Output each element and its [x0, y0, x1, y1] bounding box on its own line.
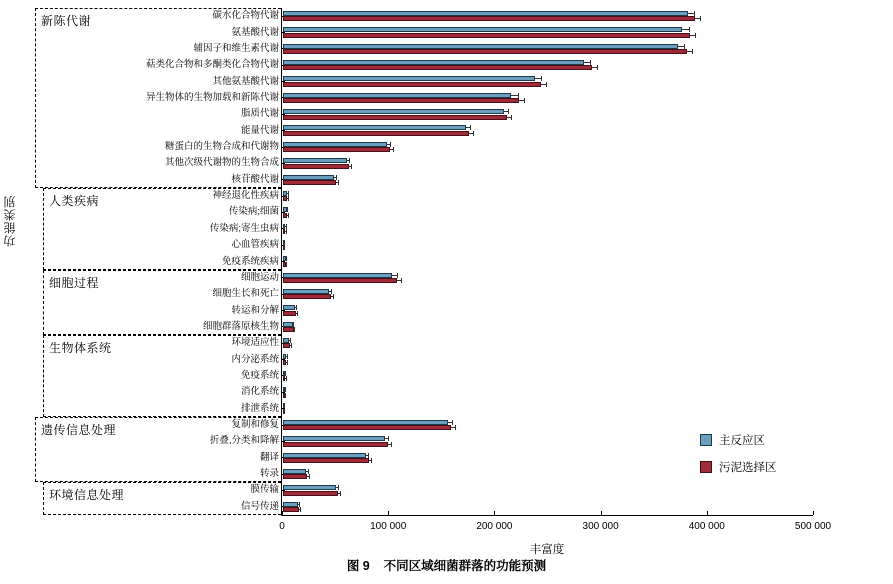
bar-series-0 — [283, 453, 366, 458]
category-label: 传染病;细菌 — [228, 206, 279, 218]
error-bar-cap — [689, 27, 690, 32]
bar-series-1 — [283, 147, 390, 152]
category-label: 细胞生长和死亡 — [212, 288, 279, 300]
category-label: 转运和分解 — [231, 304, 279, 316]
legend-swatch-blue — [700, 434, 712, 446]
category-label: 复制和修复 — [231, 419, 279, 431]
error-bar-cap — [338, 485, 339, 490]
error-bar-cap — [397, 273, 398, 278]
error-bar-cap — [700, 16, 701, 21]
error-bar-cap — [296, 305, 297, 310]
error-bar-cap — [684, 44, 685, 49]
bar-series-0 — [283, 158, 347, 163]
bar-series-0 — [283, 109, 504, 114]
legend — [700, 432, 777, 486]
error-bar-cap — [287, 360, 288, 365]
group-label: 细胞过程 — [49, 275, 100, 290]
bar-series-0 — [283, 125, 466, 130]
error-bar-cap — [287, 207, 288, 212]
group-label: 生物体系统 — [49, 341, 112, 356]
error-bar-cap — [293, 322, 294, 327]
error-bar-cap — [294, 327, 295, 332]
error-bar-cap — [286, 262, 287, 267]
group-label: 新陈代谢 — [41, 14, 92, 28]
bar-series-1 — [283, 16, 695, 21]
bar-series-1 — [283, 33, 690, 38]
bar-series-0 — [283, 322, 293, 327]
x-tick-label: 500 000 — [794, 521, 832, 532]
x-tick-label: 0 — [279, 521, 285, 532]
bar-series-0 — [283, 60, 584, 65]
category-label: 心血管疾病 — [231, 239, 279, 251]
category-label: 翻译 — [259, 451, 279, 463]
error-bar-cap — [284, 245, 285, 250]
error-bar-cap — [391, 442, 392, 447]
error-bar-cap — [331, 289, 332, 294]
error-bar-cap — [470, 125, 471, 130]
bar-series-0 — [283, 76, 535, 81]
category-label: 消化系统 — [240, 386, 279, 398]
category-label: 内分泌系统 — [231, 353, 279, 365]
error-bar-cap — [393, 147, 394, 152]
x-tick-mark — [601, 511, 602, 515]
x-tick-mark — [494, 511, 495, 515]
bar-series-1 — [283, 278, 397, 283]
x-axis-label: 丰富度 — [529, 544, 565, 556]
error-bar-cap — [508, 109, 509, 114]
group-box — [35, 8, 281, 188]
error-bar-cap — [288, 196, 289, 201]
error-bar-cap — [284, 240, 285, 245]
error-bar-cap — [351, 164, 352, 169]
x-tick-mark — [282, 511, 283, 515]
category-label: 排泄系统 — [240, 402, 279, 414]
category-label: 膜传输 — [250, 484, 279, 496]
category-label: 辅因子和维生素代谢 — [193, 42, 279, 54]
error-bar-cap — [285, 371, 286, 376]
bar-series-1 — [283, 180, 336, 185]
category-label: 传染病;寄生虫病 — [209, 222, 279, 234]
x-tick-label: 100 000 — [370, 521, 407, 532]
bar-series-1 — [283, 507, 299, 512]
legend-item-0 — [700, 432, 777, 448]
error-bar-cap — [290, 338, 291, 343]
group-label: 遗传信息处理 — [41, 422, 117, 437]
bar-series-1 — [283, 82, 541, 87]
bar-series-1 — [283, 474, 307, 479]
x-tick-mark — [388, 511, 389, 515]
bar-series-0 — [283, 11, 688, 16]
error-bar-cap — [297, 311, 298, 316]
error-bar-cap — [401, 278, 402, 283]
bar-series-1 — [283, 98, 519, 103]
category-label: 转录 — [259, 468, 279, 480]
category-label: 核苷酸代谢 — [231, 173, 279, 185]
legend-item-1 — [700, 459, 777, 475]
error-bar-cap — [284, 403, 285, 408]
error-bar-cap — [288, 191, 289, 196]
bar-series-1 — [283, 327, 294, 332]
error-bar-cap — [473, 131, 474, 136]
error-bar-cap — [308, 469, 309, 474]
category-label: 环境适应性 — [231, 337, 279, 349]
x-tick-label: 200 000 — [476, 521, 513, 532]
error-bar-cap — [371, 458, 372, 463]
bar-series-0 — [283, 44, 678, 49]
error-bar-cap — [455, 425, 456, 430]
group-label: 人类疾病 — [49, 193, 100, 208]
error-bar-cap — [518, 93, 519, 98]
error-bar-cap — [288, 213, 289, 218]
bar-series-0 — [283, 175, 334, 180]
error-bar-cap — [338, 180, 339, 185]
legend-swatch-red — [700, 461, 712, 473]
y-axis-label: 功能类别 — [3, 195, 17, 247]
error-bar-cap — [300, 507, 301, 512]
bar-series-0 — [283, 273, 392, 278]
error-bar-cap — [309, 474, 310, 479]
bar-series-0 — [283, 420, 448, 425]
legend-label-1: 污泥选择区 — [719, 462, 777, 474]
bar-series-0 — [283, 436, 385, 441]
category-label: 糖蛋白的生物合成和代谢物 — [164, 141, 279, 153]
error-bar-cap — [452, 420, 453, 425]
category-label: 异生物体的生物加载和新陈代谢 — [145, 91, 279, 103]
bar-series-0 — [283, 27, 682, 32]
category-label: 其他氨基酸代谢 — [212, 75, 279, 87]
category-label: 细胞群落原核生物 — [202, 320, 279, 332]
x-tick-mark — [707, 511, 708, 515]
category-label: 碳水化合物代谢 — [212, 10, 279, 22]
error-bar-cap — [299, 502, 300, 507]
error-bar-cap — [692, 49, 693, 54]
category-label: 萜类化合物和多酮类化合物代谢 — [145, 59, 279, 71]
bar-series-1 — [283, 343, 290, 348]
error-bar-cap — [284, 409, 285, 414]
bar-series-0 — [283, 142, 387, 147]
error-bar-cap — [340, 491, 341, 496]
error-bar-cap — [286, 229, 287, 234]
figure-number: 图 9 — [346, 559, 370, 573]
figure-caption — [0, 556, 893, 574]
bar-series-1 — [283, 491, 338, 496]
bar-series-1 — [283, 164, 349, 169]
x-tick-mark — [813, 511, 814, 515]
error-bar-cap — [388, 436, 389, 441]
bar-series-1 — [283, 311, 296, 316]
error-bar-cap — [285, 393, 286, 398]
category-label: 折叠,分类和降解 — [209, 435, 279, 447]
bar-series-0 — [283, 485, 336, 490]
x-tick-label: 300 000 — [582, 521, 619, 532]
error-bar-cap — [336, 175, 337, 180]
bar-series-0 — [283, 93, 511, 98]
bar-series-1 — [283, 294, 331, 299]
error-bar-cap — [590, 60, 591, 65]
error-bar-cap — [694, 11, 695, 16]
figure-caption-text: 不同区域细菌群落的功能预测 — [383, 559, 547, 573]
error-bar-cap — [333, 294, 334, 299]
error-bar-cap — [541, 76, 542, 81]
x-tick-label: 400 000 — [688, 521, 725, 532]
category-label: 氨基酸代谢 — [231, 26, 279, 38]
error-bar-cap — [597, 65, 598, 70]
error-bar-cap — [368, 453, 369, 458]
category-label: 脂质代谢 — [240, 108, 279, 120]
error-bar-cap — [511, 115, 512, 120]
category-label: 能量代谢 — [240, 124, 279, 136]
category-label: 细胞运动 — [240, 271, 279, 283]
category-label: 免疫系统疾病 — [221, 255, 279, 267]
bar-series-1 — [283, 425, 451, 430]
error-bar-cap — [546, 82, 547, 87]
bar-series-0 — [283, 469, 306, 474]
bar-series-0 — [283, 289, 329, 294]
error-bar-cap — [286, 224, 287, 229]
bar-series-1 — [283, 458, 369, 463]
category-label: 其他次级代谢物的生物合成 — [164, 157, 279, 169]
category-label: 免疫系统 — [240, 369, 279, 381]
error-bar-cap — [287, 354, 288, 359]
bar-series-1 — [283, 131, 469, 136]
bar-series-1 — [283, 115, 507, 120]
error-bar-cap — [286, 256, 287, 261]
bar-series-1 — [283, 65, 592, 70]
error-bar-cap — [349, 158, 350, 163]
error-bar-cap — [286, 376, 287, 381]
error-bar-cap — [390, 142, 391, 147]
bar-series-1 — [283, 442, 388, 447]
bar-series-0 — [283, 305, 295, 310]
error-bar-cap — [524, 98, 525, 103]
error-bar-cap — [291, 343, 292, 348]
bar-series-1 — [283, 49, 687, 54]
group-label: 环境信息处理 — [49, 488, 125, 503]
category-label: 神经退化性疾病 — [212, 190, 279, 202]
error-bar-cap — [285, 387, 286, 392]
legend-label-0: 主反应区 — [719, 435, 765, 447]
error-bar-cap — [695, 33, 696, 38]
bar-series-0 — [283, 502, 298, 507]
category-label: 信号传递 — [240, 500, 279, 512]
